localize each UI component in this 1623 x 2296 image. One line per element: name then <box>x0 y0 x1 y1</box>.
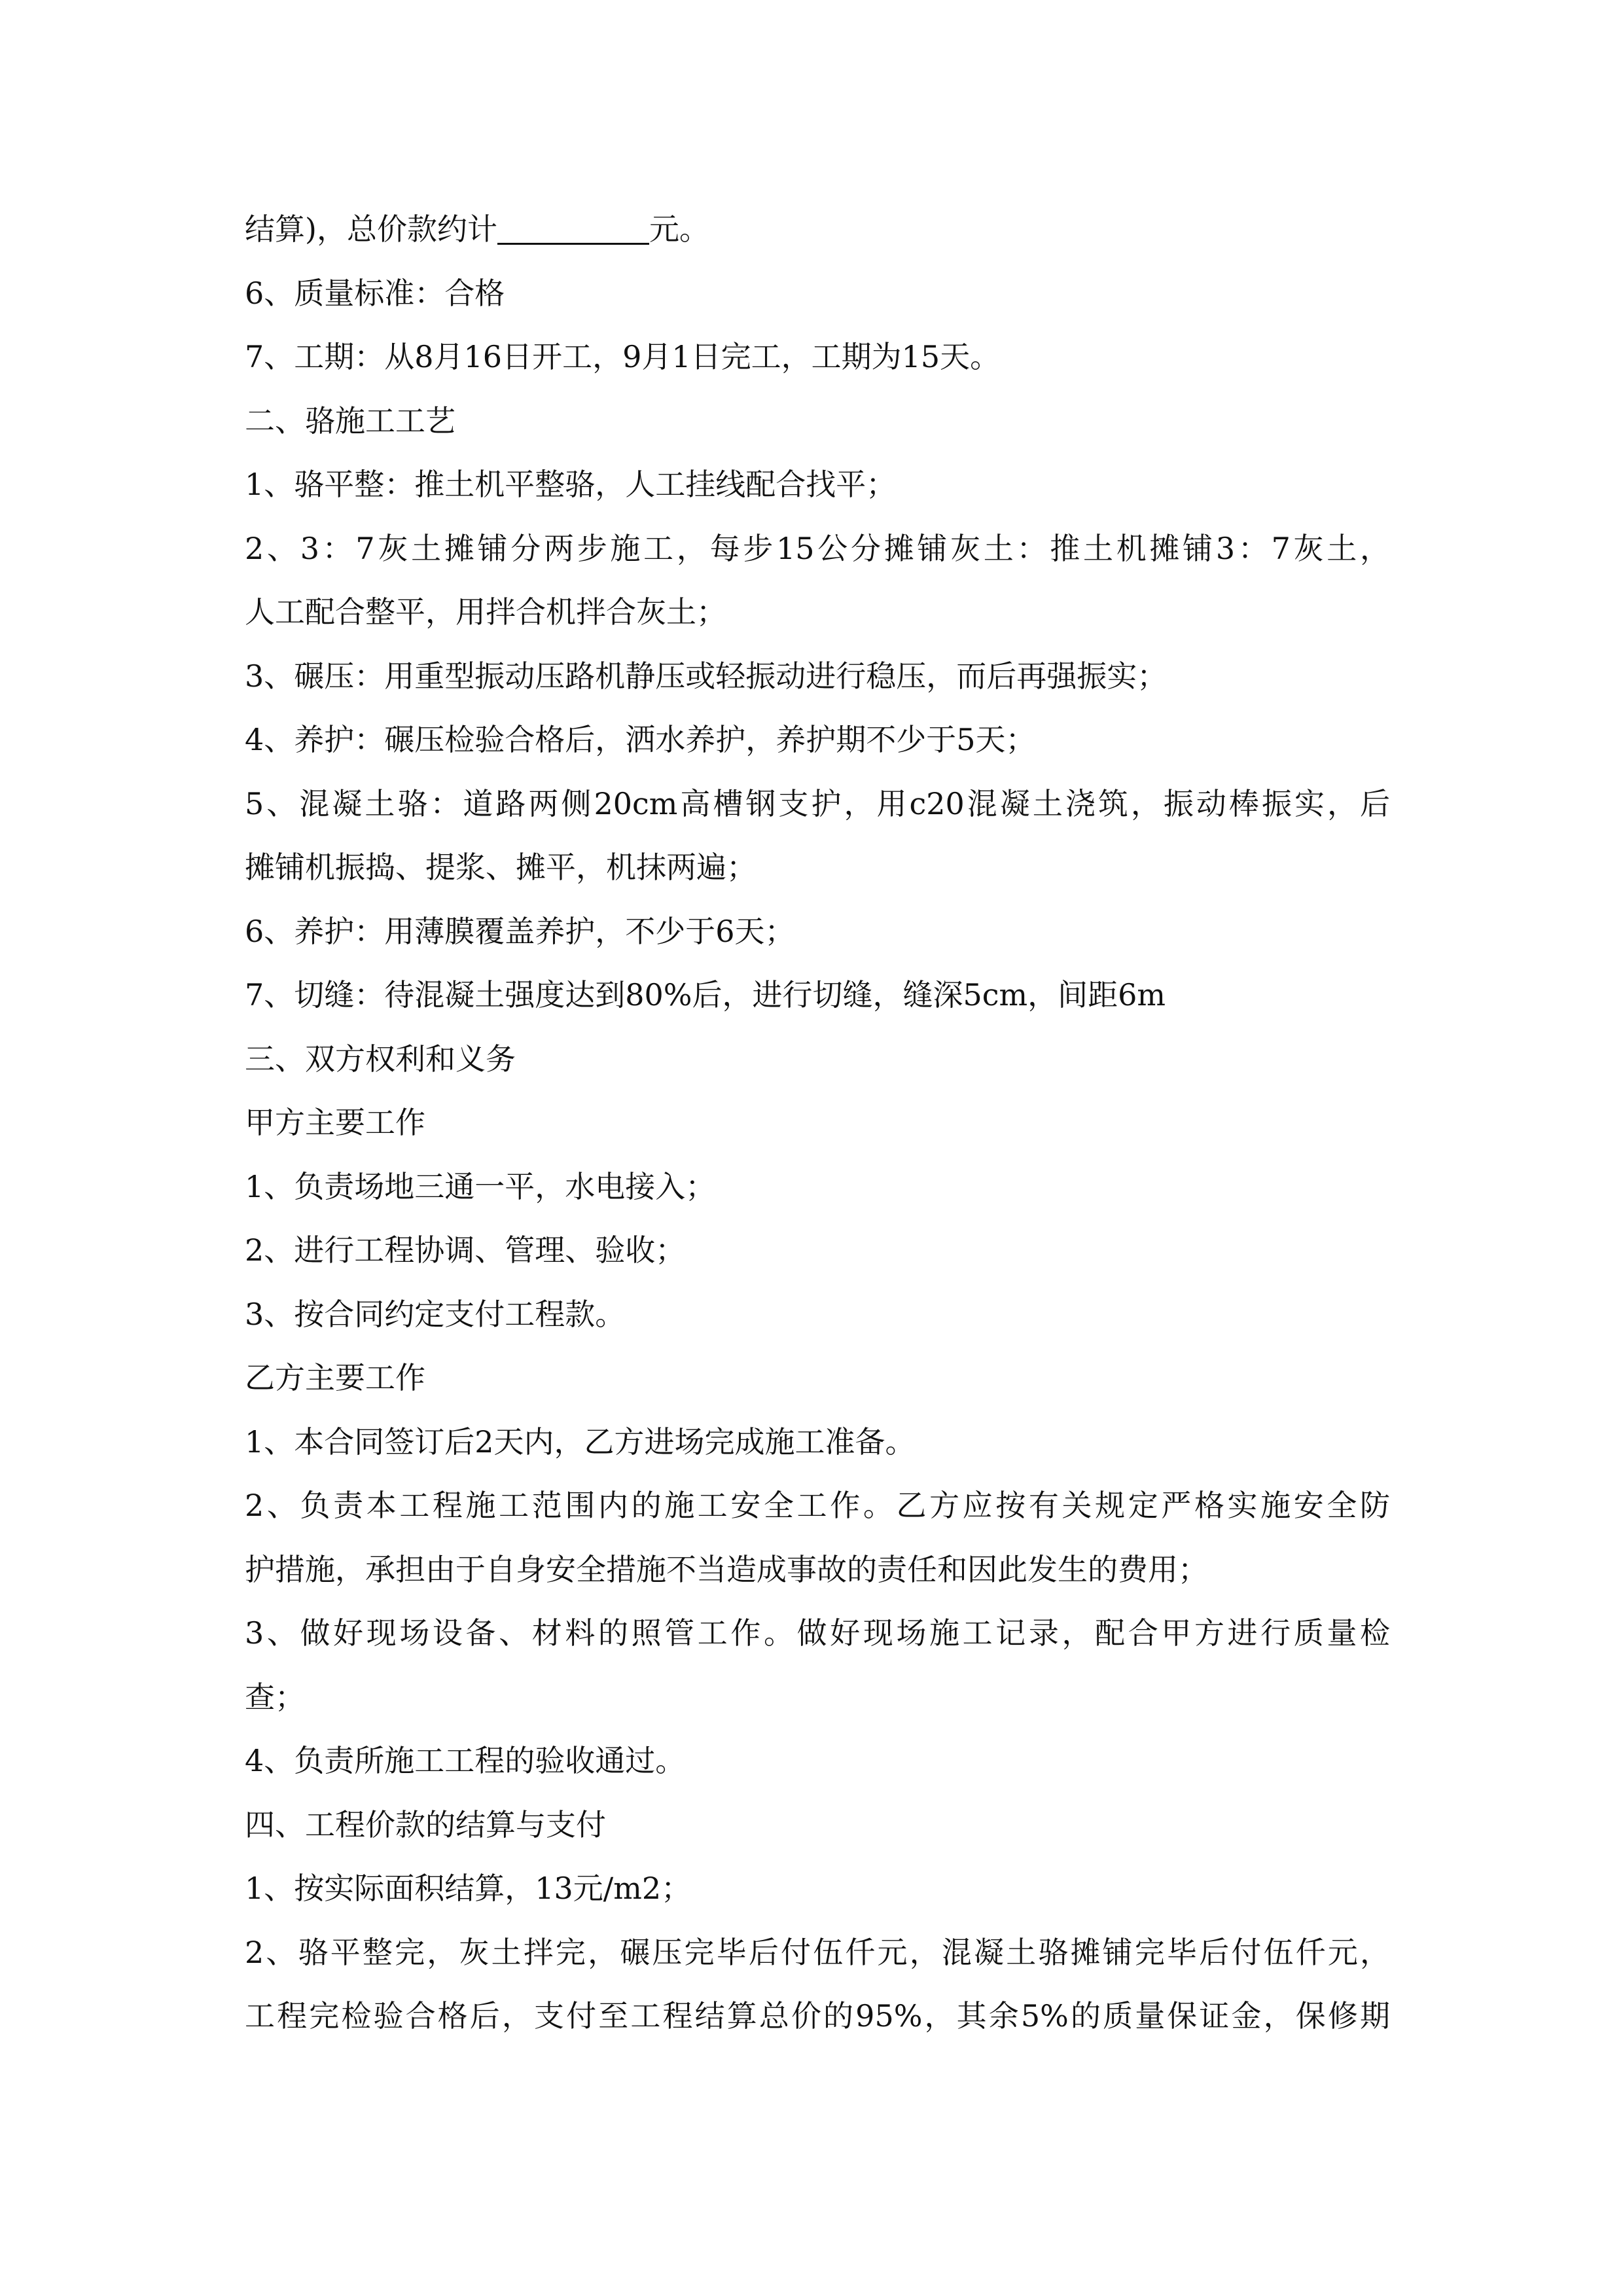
amount-blank-field <box>497 213 649 245</box>
text-line: 7、切缝：待混凝土强度达到80%后，进行切缝，缝深5cm，间距6m <box>245 977 1166 1013</box>
text-line: 6、养护：用薄膜覆盖养护，不少于6天； <box>245 913 795 949</box>
text-line: 3、碾压：用重型振动压路机静压或轻振动进行稳压，而后再强振实； <box>245 658 1168 694</box>
section-heading: 三、双方权利和义务 <box>245 1041 516 1077</box>
text-line: 摊铺机振捣、提浆、摊平，机抹两遍； <box>245 850 757 885</box>
text-line: 1、骆平整：推土机平整骆，人工挂线配合找平； <box>245 467 897 502</box>
text-line: 5、混凝土骆：道路两侧20cm高槽钢支护，用c20混凝土浇筑，振动棒振实，后 <box>245 785 1390 821</box>
text-line: 4、养护：碾压检验合格后，洒水养护，养护期不少于5天； <box>245 722 1036 757</box>
text-line: 人工配合整平，用拌合机拌合灰土； <box>245 594 726 630</box>
text-line: 3、按合同约定支付工程款。 <box>245 1296 626 1332</box>
text-line: 1、负责场地三通一平，水电接入； <box>245 1168 716 1204</box>
text-line: 7、工期：从8月16日开工，9月1日完工，工期为15天。 <box>245 339 1001 374</box>
text-line: 3、做好现场设备、材料的照管工作。做好现场施工记录，配合甲方进行质量检 <box>245 1615 1390 1651</box>
section-heading: 四、工程价款的结算与支付 <box>245 1806 606 1842</box>
subsection-heading: 乙方主要工作 <box>245 1360 425 1395</box>
text-line: 2、骆平整完，灰土拌完，碾压完毕后付伍仟元，混凝土骆摊铺完毕后付伍仟元， <box>245 1934 1390 1970</box>
text-line: 查； <box>245 1679 305 1715</box>
text-line: 1、按实际面积结算，13元/m2； <box>245 1871 692 1906</box>
document-body <box>245 198 1390 2049</box>
text-line: 1、本合同签订后2天内，乙方进场完成施工准备。 <box>245 1424 916 1460</box>
text-line: 2、负责本工程施工范围内的施工安全工作。乙方应按有关规定严格实施安全防 <box>245 1488 1390 1523</box>
text-line-tail: 元。 <box>649 211 709 247</box>
text-line: 2、3：7灰土摊铺分两步施工，每步15公分摊铺灰土：推土机摊铺3：7灰土， <box>245 530 1390 566</box>
subsection-heading: 甲方主要工作 <box>245 1105 425 1140</box>
text-line: 护措施，承担由于自身安全措施不当造成事故的责任和因此发生的费用； <box>245 1551 1208 1587</box>
text-line-label: 结算)，总价款约计 <box>245 211 497 247</box>
text-line-price-total <box>245 198 1390 262</box>
text-line: 4、负责所施工工程的验收通过。 <box>245 1743 686 1778</box>
text-line: 6、质量标准：合格 <box>245 275 505 311</box>
text-line: 2、进行工程协调、管理、验收； <box>245 1232 686 1268</box>
section-heading: 二、骆施工工艺 <box>245 403 455 439</box>
text-line: 工程完检验合格后，支付至工程结算总价的95%，其余5%的质量保证金，保修期 <box>245 1998 1390 2034</box>
